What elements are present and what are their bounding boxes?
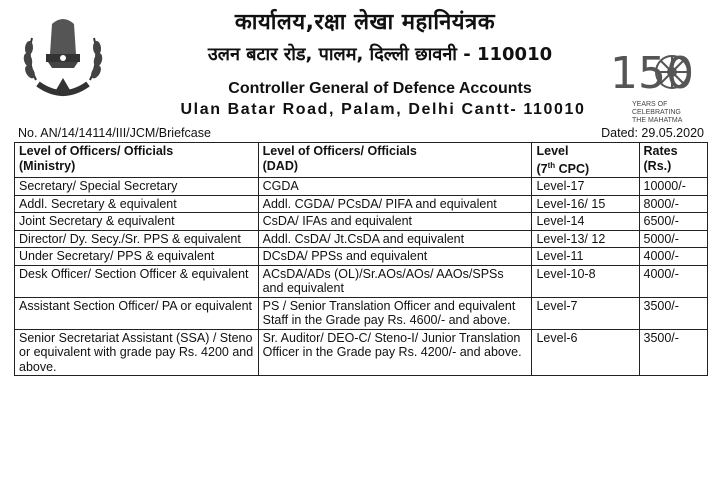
reference-number: No. AN/14/14114/III/JCM/Briefcase: [18, 126, 211, 140]
cell-rate: 10000/-: [639, 178, 708, 196]
cell-dad: DCsDA/ PPSs and equivalent: [258, 248, 532, 266]
hindi-office-title: कार्यालय,रक्षा लेखा महानियंत्रक: [234, 10, 496, 35]
cell-level: Level-10-8: [532, 265, 639, 297]
cell-ministry: Secretary/ Special Secretary: [15, 178, 259, 196]
logo-caption-line3: THE MAHATMA: [632, 117, 683, 124]
table-row: [15, 178, 708, 196]
header-level: Level (7th CPC): [532, 143, 639, 178]
table-row: [15, 265, 708, 297]
logo-caption-line2: CELEBRATING: [632, 109, 681, 116]
cell-rate: 4000/-: [639, 248, 708, 266]
reference-date: Dated: 29.05.2020: [601, 126, 704, 140]
cell-level: Level-7: [532, 297, 639, 329]
ashoka-emblem-icon: [18, 10, 108, 110]
cell-ministry: Assistant Section Officer/ PA or equivalent: [15, 297, 259, 329]
cell-level: Level-13/ 12: [532, 230, 639, 248]
english-office-title: Controller General of Defence Accounts: [228, 80, 532, 97]
hindi-address: उलन बटार रोड, पालम, दिल्ली छावनी - 110010: [207, 44, 553, 65]
table-row: [15, 248, 708, 266]
charkha-wheel-icon: [656, 56, 688, 88]
cell-ministry: Under Secretary/ PPS & equivalent: [15, 248, 259, 266]
cell-rate: 6500/-: [639, 213, 708, 231]
cell-ministry: Joint Secretary & equivalent: [15, 213, 259, 231]
cell-rate: 8000/-: [639, 195, 708, 213]
cell-dad: Addl. CGDA/ PCsDA/ PIFA and equivalent: [258, 195, 532, 213]
english-address: Ulan Batar Road, Palam, Delhi Cantt- 110010: [180, 101, 586, 118]
table-row: [15, 297, 708, 329]
cell-rate: 4000/-: [639, 265, 708, 297]
cell-ministry: Addl. Secretary & equivalent: [15, 195, 259, 213]
cell-dad: ACsDA/ADs (OL)/Sr.AOs/AOs/ AAOs/SPSs and equivalent: [258, 265, 532, 297]
cell-rate: 3500/-: [639, 297, 708, 329]
cell-dad: CGDA: [258, 178, 532, 196]
table-row: [15, 230, 708, 248]
header-rates: Rates (Rs.): [639, 143, 708, 178]
cell-dad: Sr. Auditor/ DEO-C/ Steno-I/ Junior Translation Officer in the Grade pay Rs. 4200/- and above.: [258, 329, 532, 376]
table-row: [15, 213, 708, 231]
cell-level: Level-6: [532, 329, 639, 376]
cell-rate: 3500/-: [639, 329, 708, 376]
cell-level: Level-11: [532, 248, 639, 266]
cell-ministry: Senior Secretariat Assistant (SSA) / Steno or equivalent with grade pay Rs. 4200 and above.: [15, 329, 259, 376]
cell-level: Level-17: [532, 178, 639, 196]
cell-level: Level-16/ 15: [532, 195, 639, 213]
rates-table: [14, 142, 708, 376]
cell-ministry: Director/ Dy. Secy./Sr. PPS & equivalent: [15, 230, 259, 248]
cell-dad: CsDA/ IFAs and equivalent: [258, 213, 532, 231]
table-header-row: [15, 143, 708, 178]
header-dad: Level of Officers/ Officials (DAD): [258, 143, 532, 178]
header-ministry: Level of Officers/ Officials (Ministry): [15, 143, 259, 178]
cell-rate: 5000/-: [639, 230, 708, 248]
150-years-logo: [610, 40, 710, 130]
cell-level: Level-14: [532, 213, 639, 231]
reference-line: [18, 126, 708, 140]
cell-dad: Addl. CsDA/ Jt.CsDA and equivalent: [258, 230, 532, 248]
table-row: [15, 329, 708, 376]
logo-caption-line1: YEARS OF: [632, 101, 668, 108]
cell-dad: PS / Senior Translation Officer and equivalent Staff in the Grade pay Rs. 4600/- and above.: [258, 297, 532, 329]
table-row: [15, 195, 708, 213]
cell-ministry: Desk Officer/ Section Officer & equivalent: [15, 265, 259, 297]
logo-150-number: 150: [610, 48, 694, 99]
